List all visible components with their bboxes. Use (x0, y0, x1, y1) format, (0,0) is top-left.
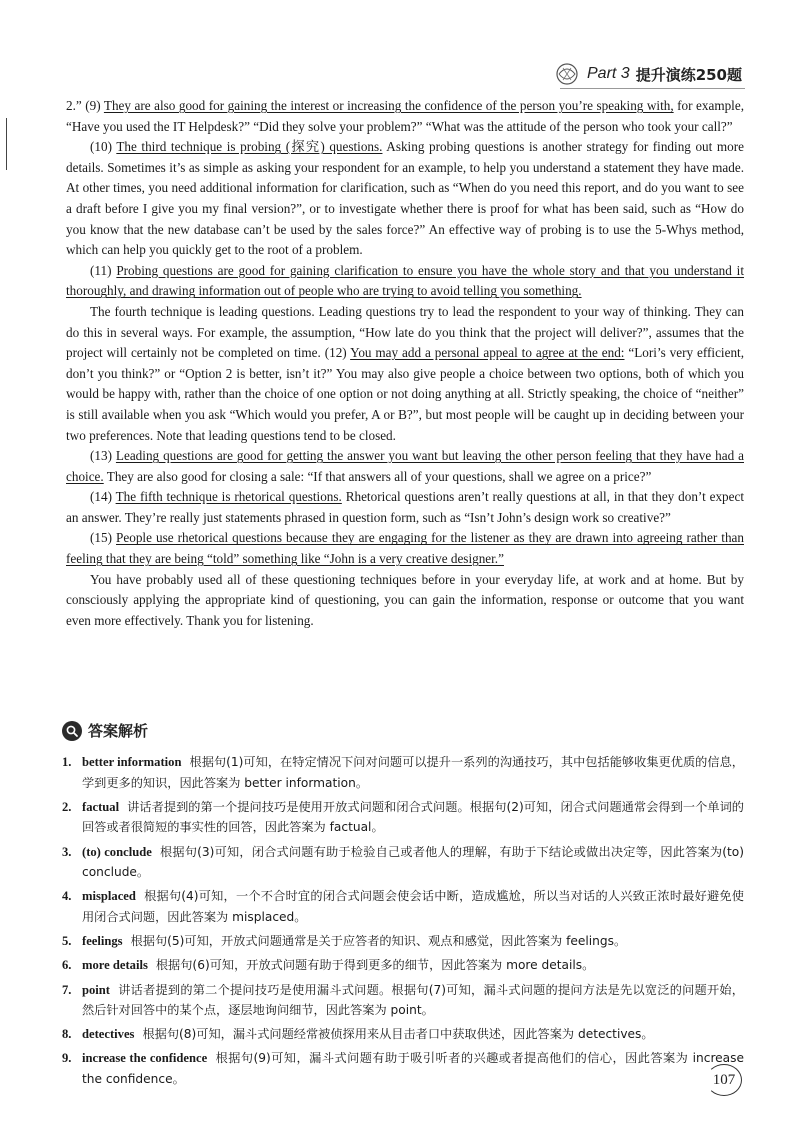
answer-key: increase the confidence (82, 1051, 208, 1066)
paragraph: You have probably used all of these questioning techniques before in your everyday life, at work and at home. But by consciously applying the appropriate kind of questioning, you can gain the information, response or outcome that you want even more effectively. Thank you for listening. (66, 571, 744, 628)
answer-text (82, 1024, 744, 1045)
answer-text (82, 1048, 744, 1089)
answer-list (62, 752, 744, 1093)
section-subtitle: 提升演练250题 (635, 65, 742, 84)
answer-key: more details (82, 958, 148, 973)
answer-item (62, 842, 744, 883)
paragraph: (10) The third technique is probing (探究) questions. Asking probing questions is another strategy for finding out more details. Sometimes it’s as simple as asking your respondent for an example, to help you understand a statement they have made. At other times, you need additional information for clarification, such as “When do you need this report, and do you want to see a draft before I give you my final version?”, or to investigate whether there is proof for what has been said, such as “How do you know that the new database can’t be used by the sales force?” An effective way of probing is to use the 5-Whys method, which can help you quickly get to the root of a problem. (66, 139, 744, 258)
answer-explanation: 根据句(6)可知，开放式问题有助于得到更多的细节，因此答案为 more details。 (155, 958, 595, 973)
underlined-sentence: People use rhetorical questions because they are engaging for the listener as they are drawn into agreeing rather than feeling that they are being “told” something like “John is a very creative designer.” (66, 530, 744, 567)
underlined-sentence: They are also good for gaining the interest or increasing the confidence of the person you’re speaking with, (103, 98, 674, 113)
answer-number: 8. (62, 1027, 72, 1042)
paragraph: (13) Leading questions are good for getting the answer you want but leaving the other person feeling that they have had a choice. They are also good for closing a sale: “If that answers all of your questions, shall we agree on a price?” (66, 448, 744, 484)
header-divider (560, 88, 745, 89)
paragraph: 2.” (9) They are also good for gaining the interest or increasing the confidence of the person you’re speaking with, for example, “Have you used the IT Helpdesk?” “Did they solve your problem?” “What was the attitude of the person who took your call?” (66, 98, 744, 134)
answer-number: 3. (62, 844, 72, 859)
answer-item (62, 886, 744, 927)
answer-text (82, 886, 744, 927)
answer-key: misplaced (82, 889, 136, 904)
answer-explanation: 根据句(4)可知，一个不合时宜的闭合式问题会使会话中断，造成尴尬，所以当对话的人兴致正浓时最好避免使用闭合式问题，因此答案为 misplaced。 (82, 889, 744, 924)
underlined-sentence: You may add a personal appeal to agree at the end: (350, 345, 625, 361)
answer-key: (to) conclude (82, 844, 152, 859)
answer-text (82, 842, 744, 883)
answer-text (82, 980, 744, 1021)
underlined-sentence: Probing questions are good for gaining clarification to ensure you have the whole story and that you understand it thoroughly, and drawing information out of people who are trying to avoid telling you something. (66, 262, 745, 299)
answer-explanation: 根据句(9)可知，漏斗式问题有助于吸引听者的兴趣或者提高他们的信心，因此答案为 increase the confidence。 (82, 1051, 744, 1087)
magnifier-icon (62, 721, 82, 741)
underlined-sentence: The fifth technique is rhetorical questions. (115, 489, 342, 505)
emblem-icon (553, 60, 581, 88)
answer-number: 6. (62, 958, 72, 973)
underlined-sentence: The third technique is probing (探究) questions. (116, 139, 383, 155)
paragraph: (11) Probing questions are good for gaining clarification to ensure you have the whole story and that you understand it thoroughly, and drawing information out of people who are trying to avoid telling you something. (66, 262, 745, 299)
answer-explanation: 根据句(1)可知，在特定情况下问对问题可以提升一系列的沟通技巧，其中包括能够收集更优质的信息，学到更多的知识，因此答案为 better information。 (82, 755, 744, 790)
answer-number: 7. (62, 982, 72, 997)
answer-explanation: 根据句(8)可知，漏斗式问题经常被侦探用来从目击者口中获取供述，因此答案为 detectives。 (142, 1027, 654, 1042)
answer-key: detectives (82, 1027, 135, 1042)
answer-explanation: 根据句(5)可知，开放式问题通常是关于应答者的知识、观点和感觉，因此答案为 feelings。 (130, 934, 627, 949)
answer-item (62, 980, 744, 1021)
answer-key: feelings (82, 934, 123, 949)
answer-text (82, 797, 744, 838)
margin-mark (6, 118, 7, 170)
answer-item (62, 1024, 744, 1045)
answer-section-title: 答案解析 (88, 722, 149, 740)
answer-text (82, 752, 744, 793)
answer-key: factual (82, 799, 120, 814)
answer-item (62, 752, 744, 793)
answer-key: point (82, 982, 110, 997)
answer-text (82, 931, 744, 952)
answer-item (62, 797, 744, 838)
passage-text (66, 96, 744, 631)
paragraph: (15) People use rhetorical questions because they are engaging for the listener as they are drawn into agreeing rather than feeling that they are being “told” something like “John is a very creative designer.” (66, 530, 744, 567)
page-number: 107 (706, 1064, 742, 1096)
answer-item (62, 931, 744, 952)
answer-text (82, 955, 744, 976)
answer-item (62, 1048, 744, 1089)
answer-key: better information (82, 755, 182, 769)
answer-explanation: 讲话者提到的第一个提问技巧是使用开放式问题和闭合式问题。根据句(2)可知，闭合式问题通常会得到一个单词的回答或者很简短的事实性的回答，因此答案为 factual。 (82, 799, 744, 835)
paragraph: The fourth technique is leading questions. Leading questions try to lead the respondent to your way of thinking. They can do this in several ways. For example, the assumption, “How late do you think that the project will deliver?”, assumes that the project will certainly not be completed on time. (12) You may add a personal appeal to agree at the end: “Lori’s very efficient, don’t you think?” or “Option 2 is better, isn’t it?” You may also give people a choice between two options, both of which you would be happy with, rather than the choice of one option or not doing anything at all. Strictly speaking, the choice of “neither” is still available when you ask “Which would you prefer, A or B?”, but most people will be caught up in deciding between your two preferences. Note that leading questions tend to be closed. (66, 303, 744, 443)
answer-explanation: 根据句(3)可知，闭合式问题有助于检验自己或者他人的理解，有助于下结论或做出决定等，因此答案为(to) conclude。 (82, 844, 745, 880)
answer-number: 2. (62, 799, 72, 814)
answer-number: 1. (62, 755, 72, 769)
answer-number: 5. (62, 934, 72, 949)
answer-section-header (62, 720, 148, 741)
answer-explanation: 讲话者提到的第二个提问技巧是使用漏斗式问题。根据句(7)可知，漏斗式问题的提问方法是先以宽泛的问题开始，然后针对回答中的某个点，逐层地询问细节，因此答案为 point。 (82, 982, 744, 1018)
part-label: Part 3 (587, 65, 630, 82)
running-header (553, 60, 742, 88)
answer-number: 9. (62, 1051, 72, 1066)
answer-item (62, 955, 744, 976)
underlined-sentence: Leading questions are good for getting the answer you want but leaving the other person feeling that they have had a choice. (66, 448, 744, 484)
answer-number: 4. (62, 889, 72, 904)
paragraph: (14) The fifth technique is rhetorical questions. Rhetorical questions aren’t really questions at all, in that they don’t expect an answer. They’re really just statements phrased in question form, such as “Isn’t John’s design work so creative?” (66, 489, 745, 525)
